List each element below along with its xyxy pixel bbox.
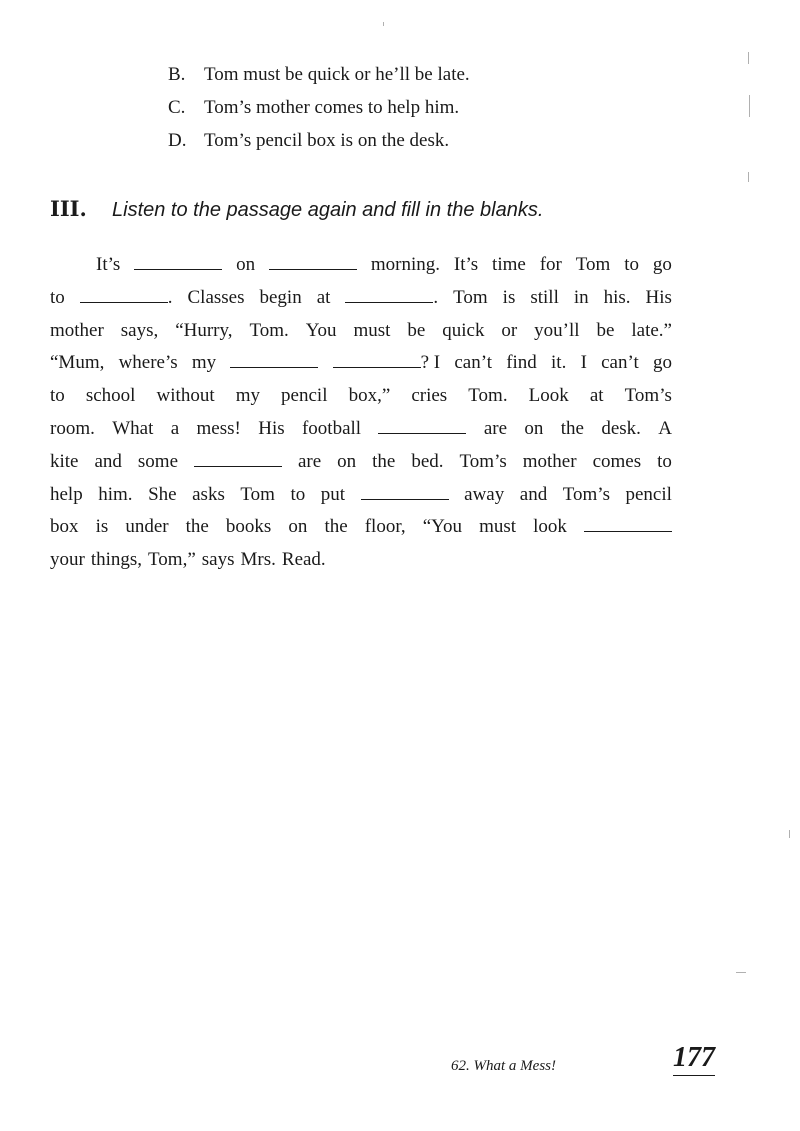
passage-word: late.” (631, 319, 672, 341)
answer-blank[interactable] (194, 446, 282, 467)
passage-word: Tom (240, 483, 275, 505)
scan-speck (749, 95, 750, 117)
passage-word: bed. (411, 450, 444, 472)
passage-word: “You (422, 516, 462, 538)
passage-word: . (167, 286, 173, 308)
option-b (168, 58, 470, 91)
passage-word: His (258, 417, 285, 439)
passage-word: time (492, 254, 526, 275)
passage-word: go (652, 254, 672, 275)
passage-line (50, 380, 672, 413)
passage-word: under (125, 516, 169, 538)
passage-word: to (290, 483, 306, 505)
fill-in-passage (50, 249, 672, 577)
passage-word: on (236, 254, 256, 275)
passage-word: mess! (196, 417, 241, 439)
passage-word: ? I (420, 352, 441, 374)
passage-word: to (624, 254, 639, 275)
section-instruction: Listen to the passage again and fill in the blanks. (112, 199, 544, 221)
passage-word: his. (603, 286, 631, 308)
passage-word: asks (192, 483, 225, 505)
passage-line (50, 282, 672, 315)
passage-word: Tom’s (459, 450, 507, 472)
passage-word: be (407, 319, 426, 341)
passage-word: box,” (348, 385, 391, 407)
passage-word: Tom’s (624, 385, 672, 407)
passage-word: be (596, 319, 615, 341)
passage-word: Tom (575, 254, 611, 275)
passage-word: a (170, 417, 180, 439)
option-letter: C. (168, 97, 186, 118)
answer-blank[interactable] (230, 347, 318, 368)
passage-word: you’ll (534, 319, 580, 341)
chapter-title: 62. What a Mess! (451, 1058, 556, 1074)
answer-blank[interactable] (80, 282, 168, 303)
scan-speck (748, 172, 749, 182)
passage-word: pencil (625, 483, 672, 505)
passage-line (50, 315, 672, 348)
scan-speck (736, 972, 746, 973)
passage-word: on (288, 516, 308, 538)
passage-word: Tom,” (148, 549, 196, 571)
passage-word: What (112, 417, 154, 439)
passage-word: school (85, 385, 136, 407)
passage-word: room. (50, 417, 95, 439)
passage-word: look (533, 516, 567, 538)
passage-word: in (573, 286, 589, 308)
option-text: Tom’s pencil box is on the desk. (204, 130, 450, 151)
passage-word: for (539, 254, 562, 275)
passage-word: to (657, 450, 672, 472)
passage-word: “Hurry, (175, 319, 233, 341)
passage-word: him. (98, 483, 133, 505)
passage-word: football (301, 417, 362, 439)
passage-word: She (148, 483, 177, 505)
passage-word: help (50, 483, 83, 505)
passage-word: says (201, 549, 235, 571)
passage-word: to (50, 286, 65, 308)
passage-word: the (560, 417, 584, 439)
passage-word: put (320, 483, 346, 505)
answer-blank[interactable] (134, 249, 222, 270)
passage-word: can’t (454, 352, 492, 374)
passage-word: are (297, 450, 322, 472)
scan-speck (789, 830, 790, 838)
passage-word: . (433, 286, 439, 308)
passage-word: quick (442, 319, 485, 341)
answer-blank[interactable] (345, 282, 433, 303)
passage-word: desk. (601, 417, 641, 439)
passage-word: comes (592, 450, 642, 472)
passage-word: is (95, 516, 109, 538)
passage-word: Tom’s (562, 483, 610, 505)
passage-word: at (589, 385, 604, 407)
passage-word: must (353, 319, 391, 341)
section-heading (50, 196, 543, 222)
passage-word: is (502, 286, 516, 308)
passage-word: are (483, 417, 508, 439)
answer-blank[interactable] (269, 249, 357, 270)
passage-word: His (645, 286, 672, 308)
passage-word: books (225, 516, 272, 538)
passage-word: the (324, 516, 348, 538)
passage-word: or (501, 319, 518, 341)
passage-word: I (580, 352, 587, 374)
passage-word: things, (90, 549, 143, 571)
passage-word: box (50, 516, 79, 538)
passage-word: Classes (187, 286, 245, 308)
answer-blank[interactable] (333, 347, 421, 368)
passage-word: floor, (364, 516, 406, 538)
passage-word: You (305, 319, 337, 341)
section-number: III. (50, 196, 87, 221)
passage-word: my (191, 352, 217, 374)
passage-word: It’s (96, 254, 121, 275)
passage-word: your (50, 549, 85, 571)
passage-line (50, 413, 672, 446)
passage-word: to (50, 385, 65, 407)
passage-word: on (337, 450, 357, 472)
option-text: Tom must be quick or he’ll be late. (204, 64, 470, 85)
passage-word: Look (528, 385, 569, 407)
passage-word: Tom (453, 286, 488, 308)
passage-word: away (464, 483, 505, 505)
passage-word: without (156, 385, 215, 407)
passage-word: kite (50, 450, 79, 472)
passage-word: mother (50, 319, 104, 341)
passage-line (50, 479, 672, 512)
passage-word: Read. (281, 549, 326, 571)
passage-word: says, (120, 319, 159, 341)
passage-word: cries (411, 385, 448, 407)
scan-speck (383, 22, 384, 26)
option-d (168, 124, 470, 157)
passage-line (50, 249, 672, 282)
passage-word: and (519, 483, 548, 505)
passage-word: go (652, 352, 672, 374)
passage-word: Mrs. (240, 549, 276, 571)
passage-word: Tom. (468, 385, 508, 407)
passage-word: the (372, 450, 396, 472)
passage-word: can’t (601, 352, 639, 374)
passage-word: must (479, 516, 517, 538)
option-text: Tom’s mother comes to help him. (204, 97, 460, 118)
passage-word: my (235, 385, 260, 407)
option-letter: B. (168, 64, 186, 85)
passage-word: mother (522, 450, 577, 472)
passage-word: A (658, 417, 672, 439)
passage-line (50, 511, 672, 544)
answer-blank[interactable] (584, 511, 672, 532)
passage-line (50, 347, 672, 380)
passage-word: at (316, 286, 331, 308)
option-c (168, 91, 470, 124)
passage-word: still (530, 286, 559, 308)
passage-word: begin (259, 286, 302, 308)
passage-word: It’s (453, 254, 479, 275)
answer-blank[interactable] (378, 413, 466, 434)
page-number: 177 (673, 1042, 715, 1076)
passage-word: and (94, 450, 122, 472)
passage-word: where’s (118, 352, 178, 374)
passage-word: morning. (370, 254, 440, 275)
passage-word: some (137, 450, 179, 472)
passage-word: “Mum, (50, 352, 105, 374)
answer-blank[interactable] (361, 479, 449, 500)
option-letter: D. (168, 130, 187, 151)
passage-line (50, 544, 672, 577)
answer-options (168, 58, 470, 157)
passage-word: Tom. (249, 319, 289, 341)
passage-word: on (524, 417, 544, 439)
scan-speck (748, 52, 749, 64)
passage-line (50, 446, 672, 479)
passage-word: find (506, 352, 537, 374)
passage-word: pencil (281, 385, 328, 407)
passage-word: the (185, 516, 209, 538)
passage-word: it. (551, 352, 567, 374)
